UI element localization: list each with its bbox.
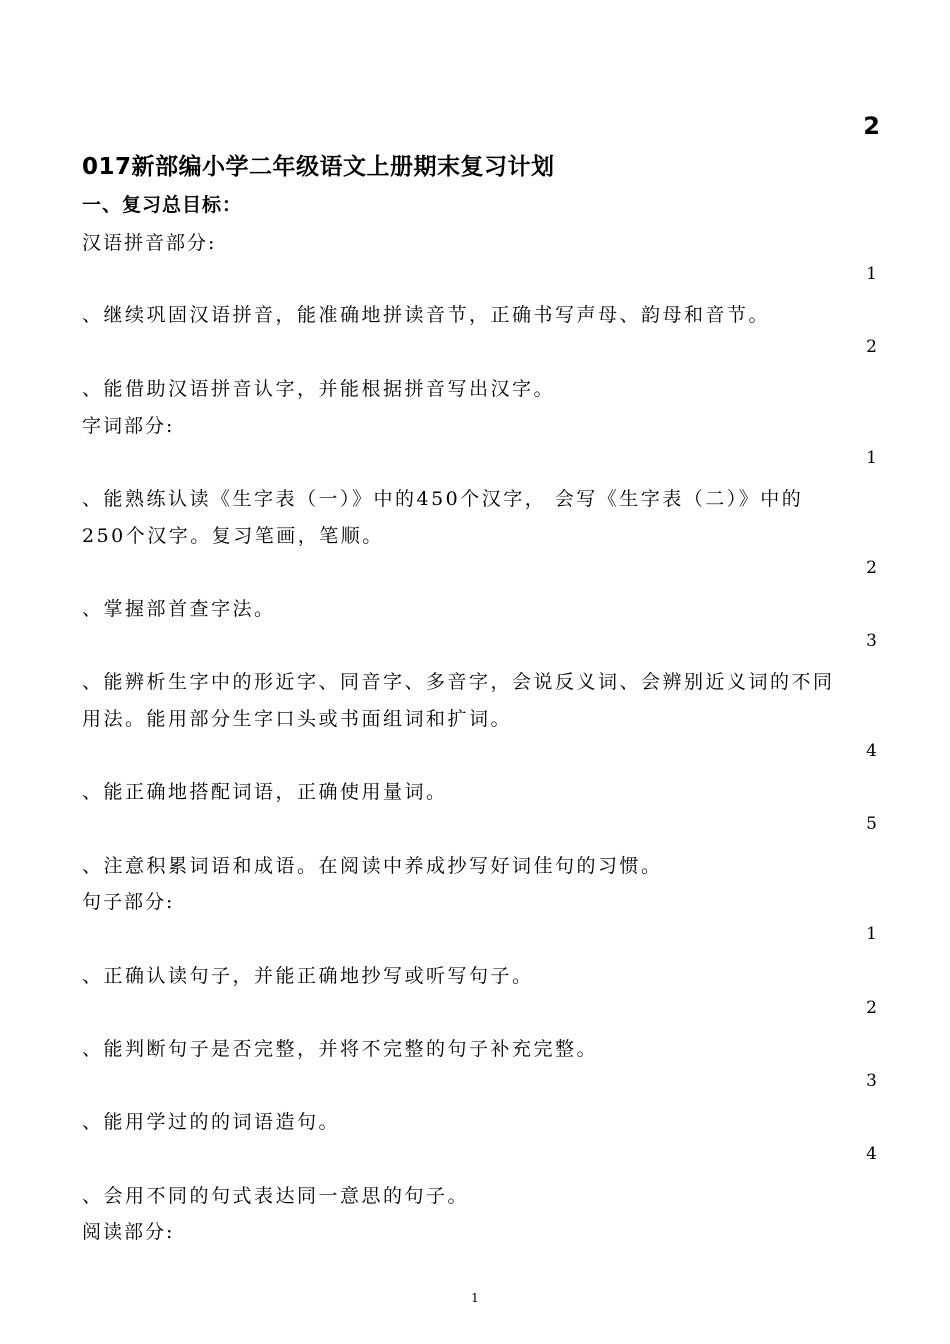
item-number: 4 — [866, 741, 877, 761]
section-title-juzi: 句子部分: — [82, 891, 175, 913]
item-number: 5 — [866, 814, 877, 834]
section-title-yuedu: 阅读部分: — [82, 1221, 175, 1243]
item-number: 1 — [866, 264, 877, 284]
item-number: 2 — [866, 558, 877, 578]
section-title-ciyu: 字词部分: — [82, 415, 175, 437]
item-text: 、能正确地搭配词语，正确使用量词。 — [82, 781, 448, 803]
item-text: 、能辨析生字中的形近字、同音字、多音字，会说反义词、会辨别近义词的不同 — [82, 671, 835, 693]
item-text: 、继续巩固汉语拼音，能准确地拼读音节，正确书写声母、韵母和音节。 — [82, 304, 771, 326]
item-text: 、注意积累词语和成语。在阅读中养成抄写好词佳句的习惯。 — [82, 855, 663, 877]
item-text: 、能熟练认读《生字表（一）》中的450个汉字， 会写《生字表（二）》中的 — [82, 488, 804, 510]
item-number: 3 — [866, 631, 877, 651]
item-number: 2 — [866, 998, 877, 1018]
item-number: 2 — [866, 337, 877, 357]
page-number: 1 — [471, 1291, 479, 1305]
item-number: 1 — [866, 924, 877, 944]
item-text: 、掌握部首查字法。 — [82, 598, 276, 620]
item-text: 、能借助汉语拼音认字，并能根据拼音写出汉字。 — [82, 378, 556, 400]
item-number: 4 — [866, 1144, 877, 1164]
item-text-continued: 250个汉字。复习笔画，笔顺。 — [82, 525, 384, 547]
item-text-continued: 用法。能用部分生字口头或书面组词和扩词。 — [82, 708, 513, 730]
section-heading: 一、复习总目标： — [82, 194, 243, 216]
item-number: 1 — [866, 448, 877, 468]
item-text: 、会用不同的句式表达同一意思的句子。 — [82, 1185, 470, 1207]
document-title: 017新部编小学二年级语文上册期末复习计划 — [82, 154, 555, 180]
item-text: 、能用学过的的词语造句。 — [82, 1111, 341, 1133]
section-title-pinyin: 汉语拼音部分: — [82, 232, 217, 254]
item-text: 、正确认读句子，并能正确地抄写或听写句子。 — [82, 965, 534, 987]
item-text: 、能判断句子是否完整，并将不完整的句子补充完整。 — [82, 1038, 599, 1060]
item-number: 3 — [866, 1071, 877, 1091]
header-number: 2 — [863, 112, 880, 140]
